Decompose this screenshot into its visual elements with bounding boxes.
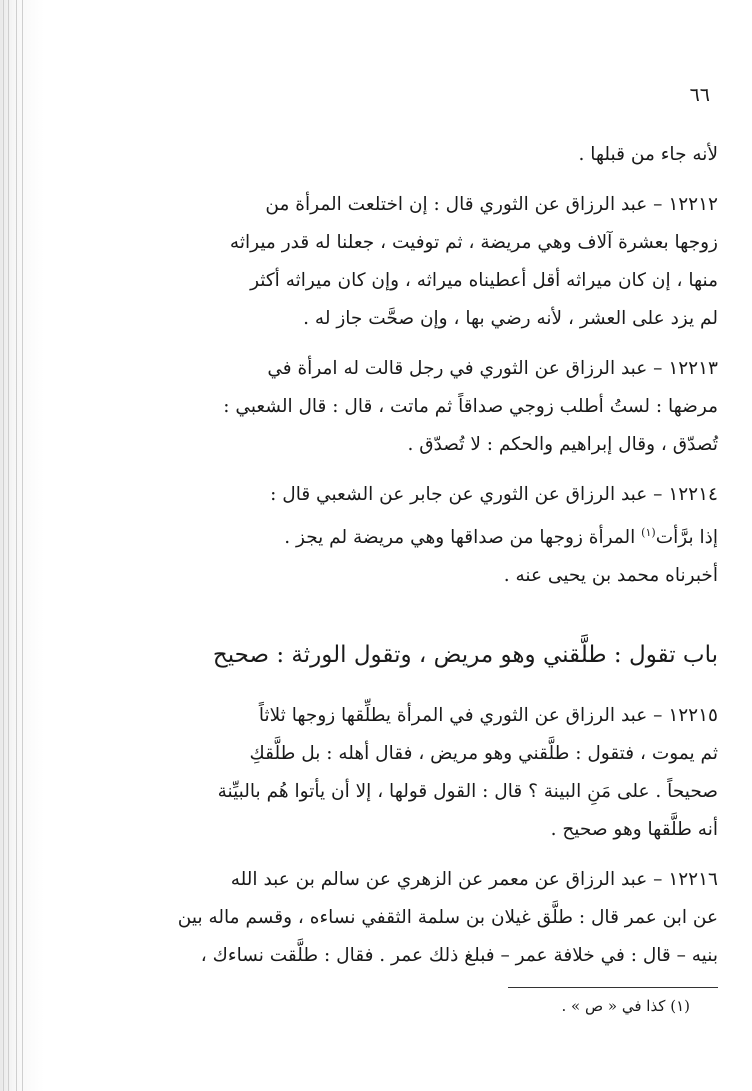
page-number: ٦٦	[689, 84, 710, 106]
footnote-ref: (١)	[641, 526, 656, 539]
section-heading: باب تقول : طلَّقني وهو مريض ، وتقول الورثة : صحيح	[212, 642, 718, 669]
text-fragment: المرأة زوجها من صداقها وهي مريضة لم يجز .	[284, 527, 636, 549]
text-line: لم يزد على العشر ، لأنه رضي بها ، وإن صحَّت جاز له .	[303, 308, 718, 329]
text-line: ١٢٢١٢ – عبد الرزاق عن الثوري قال : إن اختلعت المرأة من	[265, 194, 718, 215]
text-line: ١٢٢١٥ – عبد الرزاق عن الثوري في المرأة يطلِّقها زوجها ثلاثاً	[258, 705, 718, 727]
text-line: أخبرناه محمد بن يحيى عنه .	[503, 565, 718, 587]
gutter-line	[8, 0, 9, 1091]
footnote: (١) كذا في « ص » .	[561, 997, 690, 1016]
text-line: لأنه جاء من قبلها .	[578, 144, 718, 165]
footnote-separator	[508, 987, 718, 988]
paragraph-12212	[100, 186, 718, 338]
text-line: ١٢٢١٣ – عبد الرزاق عن الثوري في رجل قالت له امرأة في	[267, 358, 718, 379]
text-line: زوجها بعشرة آلاف وهي مريضة ، ثم توفيت ، جعلنا له قدر ميراثه	[229, 232, 718, 253]
paragraph-12213	[100, 350, 718, 464]
text-line: مرضها : لستُ أطلب زوجي صداقاً ثم ماتت ، قال : قال الشعبي :	[223, 396, 718, 417]
page-gutter	[0, 0, 44, 1091]
gutter-line	[16, 0, 17, 1091]
paragraph-intro	[100, 136, 718, 174]
text-line: منها ، إن كان ميراثه أقل أعطيناه ميراثه ، وإن كان ميراثه أكثر	[250, 270, 718, 291]
text-line: صحيحاً . على مَنِ البينة ؟ قال : القول قولها ، إلا أن يأتوا هُم بالبيِّنة	[217, 781, 718, 803]
paragraph-12215	[100, 697, 718, 849]
text-fragment: إذا برَّأت	[655, 527, 718, 549]
gutter-line	[22, 0, 23, 1091]
text-line: ثم يموت ، فتقول : طلَّقني وهو مريض ، فقال أهله : بل طلَّقكِ	[249, 743, 718, 765]
text-line	[100, 514, 718, 557]
text-line: ١٢٢١٦ – عبد الرزاق عن معمر عن الزهري عن سالم بن عبد الله	[230, 869, 718, 891]
text-line: ١٢٢١٤ – عبد الرزاق عن الثوري عن جابر عن الشعبي قال :	[270, 484, 718, 505]
document-page	[100, 84, 718, 1020]
paragraph-12214	[100, 476, 718, 595]
text-line: بنيه – قال : في خلافة عمر – فبلغ ذلك عمر . فقال : طلَّقت نساءك ،	[200, 945, 718, 967]
text-line: تُصدّق ، وقال إبراهيم والحكم : لا تُصدّق .	[407, 434, 718, 455]
paragraph-12216	[100, 861, 718, 975]
gutter-line	[3, 0, 4, 1091]
text-line: عن ابن عمر قال : طلَّق غيلان بن سلمة الثقفي نساءه ، وقسم ماله بين	[177, 907, 718, 929]
text-line: أنه طلَّقها وهو صحيح .	[550, 819, 718, 841]
